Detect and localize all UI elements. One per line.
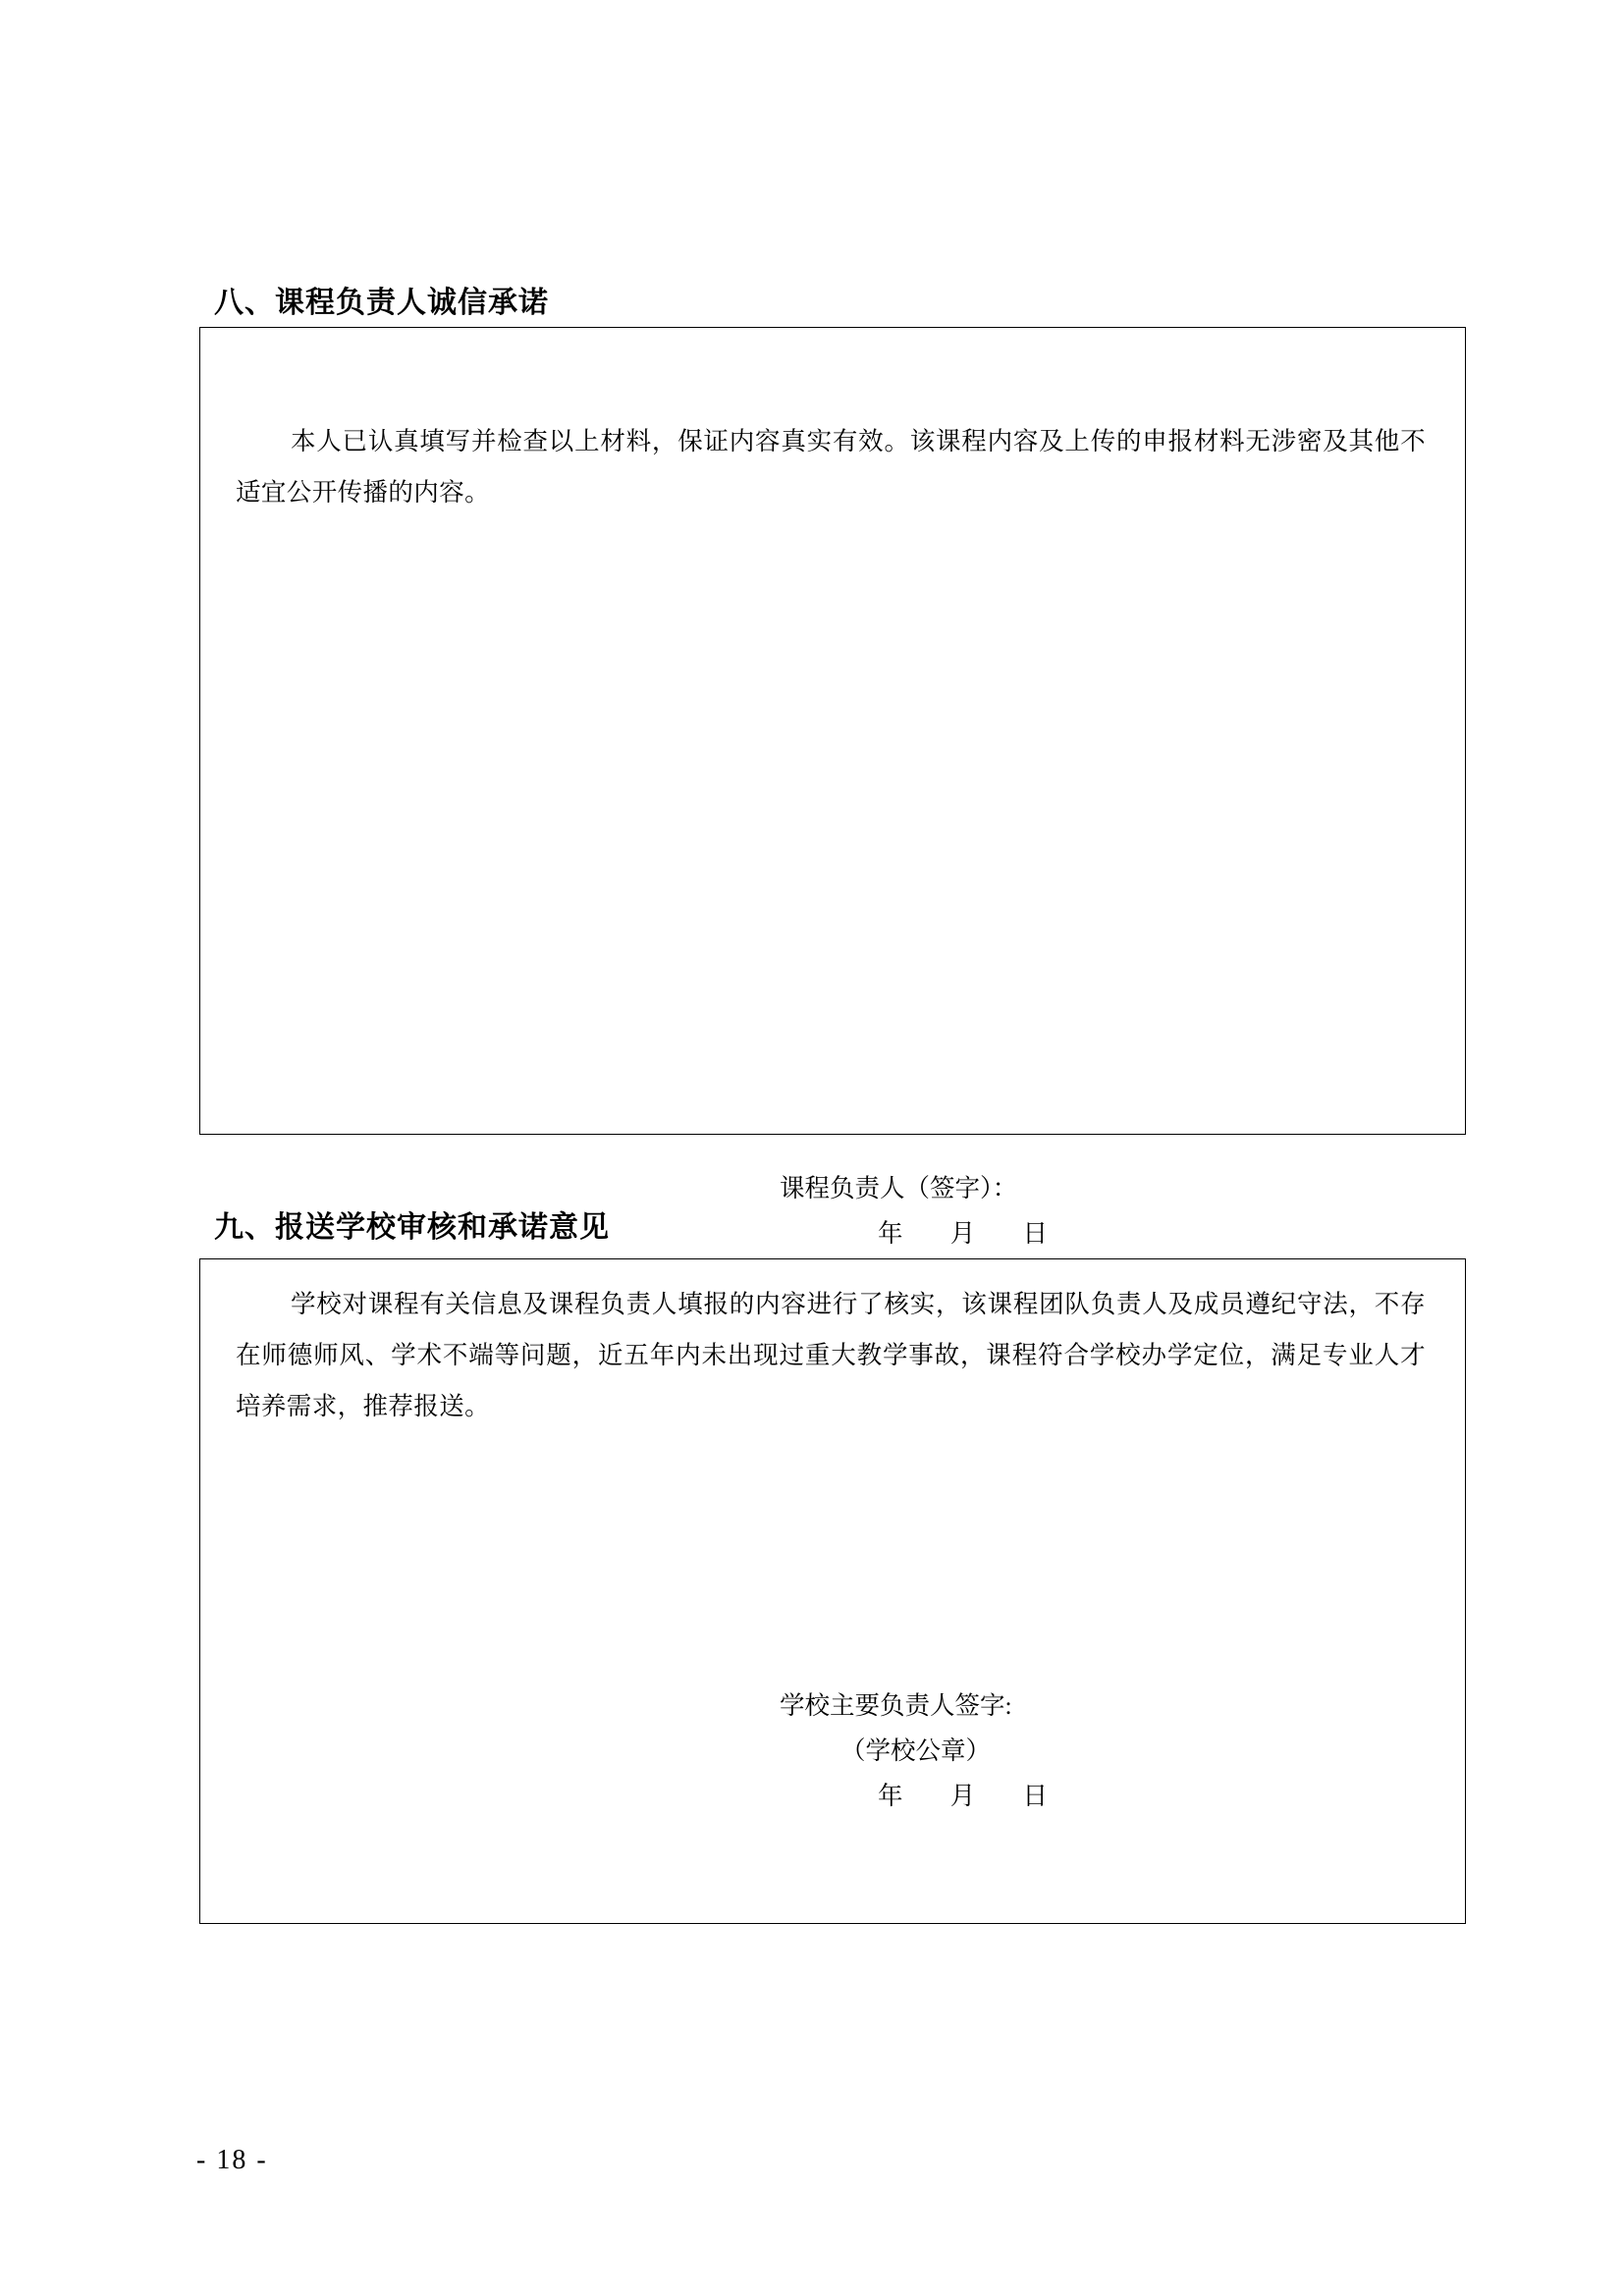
section8-paragraph: 本人已认真填写并检查以上材料，保证内容真实有效。该课程内容及上传的申报材料无涉密及其他不适宜公开传播的内容。: [236, 427, 1426, 507]
section8-date-year: 年: [878, 1219, 904, 1248]
section9-paragraph: 学校对课程有关信息及课程负责人填报的内容进行了核实，该课程团队负责人及成员遵纪守法，不存在师德师风、学术不端等问题，近五年内未出现过重大教学事故，课程符合学校办学定位，满足专业人才培养需求，推荐报送。: [236, 1290, 1426, 1420]
section9-date-day: 日: [1022, 1782, 1049, 1810]
section9-date-line: [780, 1774, 1049, 1819]
section9-signature-block: [780, 1683, 1049, 1819]
section9-date-year: 年: [878, 1782, 904, 1810]
section8-date-month: 月: [949, 1219, 976, 1248]
section8-signature-label: 课程负责人（签字）：: [780, 1174, 1018, 1202]
section9-date-month: 月: [949, 1782, 976, 1810]
page-number: - 18 -: [196, 2145, 268, 2175]
section9-seal-label: （学校公章）: [840, 1736, 992, 1765]
section9-heading: 九、报送学校审核和承诺意见: [214, 1210, 610, 1245]
section8-heading: 八、课程负责人诚信承诺: [214, 286, 549, 320]
section9-signature-label: 学校主要负责人签字:: [780, 1691, 1012, 1720]
section8-date-day: 日: [1022, 1219, 1049, 1248]
section8-signature-block: [780, 1166, 1049, 1256]
section9-content-box: [199, 1258, 1466, 1924]
section8-date-line: [780, 1211, 1049, 1256]
